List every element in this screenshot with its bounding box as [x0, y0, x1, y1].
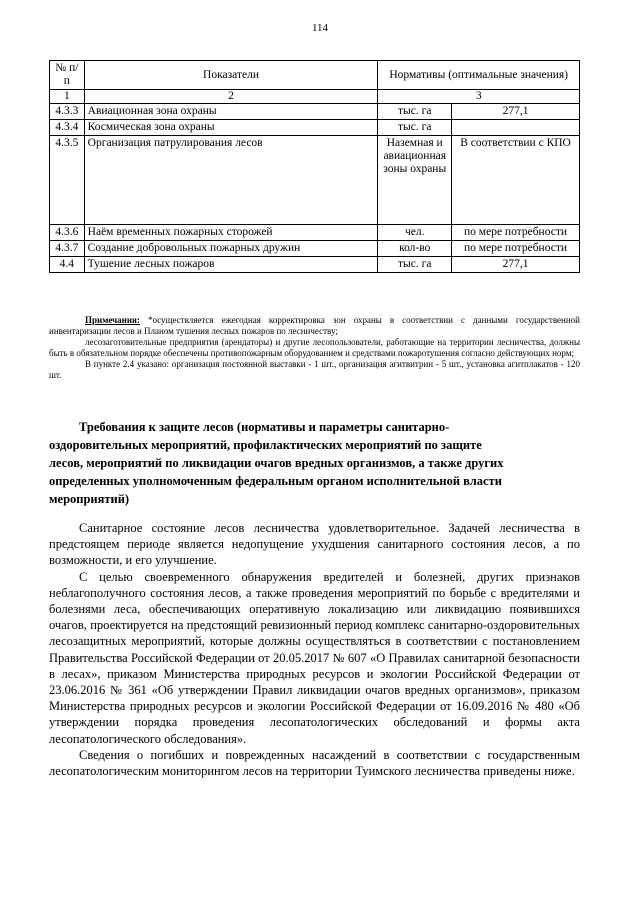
- table-row: [50, 136, 580, 225]
- table-colnum-row: [50, 90, 580, 104]
- row-indicator: Организация патрулирования лесов: [84, 136, 378, 225]
- section-heading: [49, 418, 580, 508]
- header-norms: Нормативы (оптимальные значения): [378, 61, 580, 90]
- heading-line: лесов, мероприятий по ликвидации очагов вредных организмов, а также других: [49, 456, 504, 470]
- row-indicator: Создание добровольных пожарных дружин: [84, 241, 378, 257]
- row-value: В соответствии с КПО: [452, 136, 580, 225]
- heading-line: оздоровительных мероприятий, профилактических мероприятий по защите: [49, 438, 482, 452]
- paragraph: С целью своевременного обнаружения вредителей и болезней, других признаков неблагополучного состояния лесов, а также проведения мероприятий по борьбе с вредителями и болезнями леса, обеспечивающих оперативную локализацию или ликвидацию появившихся очагов, проектируется на предстоящий ревизионный период комплекс санитарно-оздоровительных лесозащитных мероприятий, которые должны осуществляться в соответствии с постановлением Правительства Российской Федерации от 20.05.2017 № 607 «О Правилах санитарной безопасности в лесах», приказом Министерства природных ресурсов и экологии Российской Федерации от 23.06.2016 № 361 «Об утверждении Правил ликвидации очагов вредных организмов», приказом Министерства природных ресурсов и экологии Российской Федерации от 16.09.2016 № 480 «Об утверждении порядка проведения лесопатологических обследований и формы акта лесопатологического обследования».: [49, 569, 580, 746]
- table-row: [50, 104, 580, 120]
- row-indicator: Наём временных пожарных сторожей: [84, 225, 378, 241]
- paragraph: Санитарное состояние лесов лесничества удовлетворительное. Задачей лесничества в предстоящем периоде является недопущение ухудшения санитарного состояния лесов, а по возможности, и его улучшение.: [49, 521, 580, 568]
- note-1-text: *осуществляется ежегодная корректировка зон охраны в соответствии с данными государственной инвентаризации лесов и Планом тушения лесных пожаров по лесничеству;: [49, 315, 580, 336]
- row-unit: тыс. га: [378, 257, 452, 273]
- body-text: [49, 520, 580, 779]
- header-num: № п/п: [50, 61, 85, 90]
- row-num: 4.3.6: [50, 225, 85, 241]
- row-unit: тыс. га: [378, 120, 452, 136]
- heading-line: определенных уполномоченным федеральным органом исполнительной власти: [49, 474, 502, 488]
- row-value: 277,1: [452, 257, 580, 273]
- row-num: 4.3.5: [50, 136, 85, 225]
- row-num: 4.3.7: [50, 241, 85, 257]
- row-unit: Наземная и авиационная зоны охраны: [378, 136, 452, 225]
- paragraph: Сведения о погибших и поврежденных насаждений в соответствии с государственным лесопатологическим мониторингом лесов на территории Туимского лесничества приведены ниже.: [49, 747, 580, 779]
- row-num: 4.3.3: [50, 104, 85, 120]
- table-notes: [49, 315, 580, 381]
- heading-line: мероприятий): [49, 492, 130, 506]
- row-value: по мере потребности: [452, 241, 580, 257]
- colnum-2: 2: [84, 90, 378, 104]
- note-1: [49, 315, 580, 337]
- table-row: [50, 241, 580, 257]
- header-indicator: Показатели: [84, 61, 378, 90]
- row-indicator: Космическая зона охраны: [84, 120, 378, 136]
- row-indicator: Тушение лесных пожаров: [84, 257, 378, 273]
- row-indicator: Авиационная зона охраны: [84, 104, 378, 120]
- table-row: [50, 120, 580, 136]
- notes-label: Примечания:: [85, 315, 140, 325]
- row-value: [452, 120, 580, 136]
- colnum-3: 3: [378, 90, 580, 104]
- row-value: 277,1: [452, 104, 580, 120]
- row-value: по мере потребности: [452, 225, 580, 241]
- row-unit: кол-во: [378, 241, 452, 257]
- table-header-row: [50, 61, 580, 90]
- heading-line: Требования к защите лесов (нормативы и параметры санитарно-: [79, 420, 450, 434]
- norms-table: [49, 60, 580, 273]
- note-2: лесозаготовительные предприятия (арендаторы) и другие лесопользователи, работающие на территории лесничества, должны быть в обязательном порядке обеспечены противопожарным оборудованием и средствами пожаротушения согласно действующих норм;: [49, 337, 580, 358]
- row-unit: чел.: [378, 225, 452, 241]
- colnum-1: 1: [50, 90, 85, 104]
- row-unit: тыс. га: [378, 104, 452, 120]
- row-num: 4.4: [50, 257, 85, 273]
- note-3: В пункте 2.4 указано: организация постоянной выставки - 1 шт., организация агитвитрин - 5 шт., установка агитплакатов - 120 шт.: [49, 359, 580, 380]
- table-row: [50, 257, 580, 273]
- table-row: [50, 225, 580, 241]
- page-number: 114: [311, 22, 329, 34]
- row-num: 4.3.4: [50, 120, 85, 136]
